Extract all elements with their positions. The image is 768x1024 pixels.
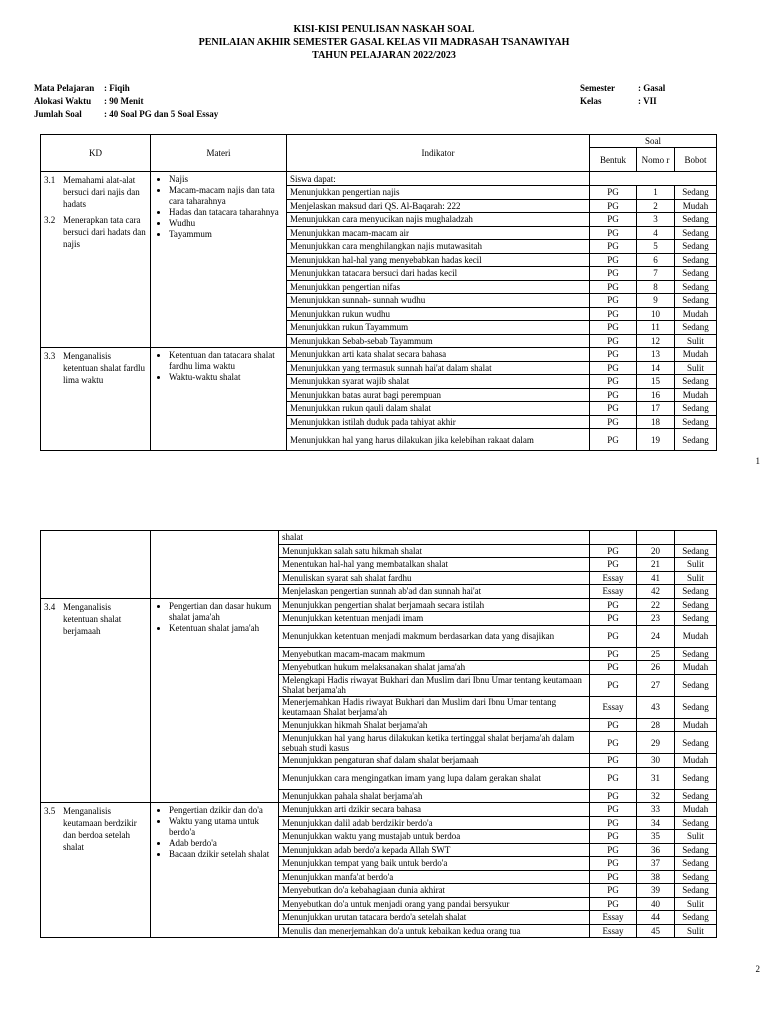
bobot-cell: Sedang [675, 375, 717, 389]
nomor-cell: 31 [637, 767, 675, 789]
header-kd: KD [41, 135, 151, 172]
nomor-cell: 44 [637, 911, 675, 925]
bobot-cell: Sedang [675, 585, 717, 599]
indikator-cell: Menunjukkan manfa'at berdo'a [279, 870, 590, 884]
nomor-cell: 26 [637, 661, 675, 675]
bentuk-cell: PG [590, 334, 637, 348]
indikator-cell: Menerjemahkan Hadis riwayat Bukhari dan Muslim dari Ibnu Umar tentang keutamaan Shalat berjama'ah [279, 696, 590, 718]
bentuk-cell: PG [590, 789, 637, 803]
bentuk-cell: PG [590, 598, 637, 612]
nomor-cell: 40 [637, 897, 675, 911]
indikator-cell: Menunjukkan arti kata shalat secara bahasa [287, 348, 590, 362]
indikator-cell: Menunjukkan istilah duduk pada tahiyat akhir [287, 415, 590, 429]
nomor-cell: 18 [637, 415, 675, 429]
meta-value: : 40 Soal PG dan 5 Soal Essay [104, 109, 219, 119]
meta-mapel [34, 82, 130, 94]
indikator-cell: Menyebutkan macam-macam makmum [279, 647, 590, 661]
nomor-cell: 10 [637, 307, 675, 321]
nomor-cell: 36 [637, 843, 675, 857]
bentuk-cell: PG [590, 226, 637, 240]
nomor-cell: 29 [637, 732, 675, 754]
indikator-cell: Menunjukkan pengaturan shaf dalam shalat berjamaah [279, 754, 590, 768]
indikator-cell: Menunjukkan urutan tatacara berdo'a setelah shalat [279, 911, 590, 925]
nomor-cell: 2 [637, 199, 675, 213]
nomor-cell: 7 [637, 267, 675, 281]
bentuk-cell: PG [590, 544, 637, 558]
bobot-cell: Sedang [675, 843, 717, 857]
document-title-line3: TAHUN PELAJARAN 2022/2023 [312, 50, 456, 61]
indikator-cell: Melengkapi Hadis riwayat Bukhari dan Muslim dari Ibnu Umar tentang keutamaan Shalat berjama'ah [279, 674, 590, 696]
materi-item: • Bacaan dzikir setelah shalat [169, 849, 275, 860]
header-soal: Soal [590, 135, 717, 148]
materi-item: • Ketentuan dan tatacara shalat fardhu lima waktu [169, 350, 283, 372]
header-bobot: Bobot [675, 148, 717, 172]
indikator-cell: Menunjukkan sunnah- sunnah wudhu [287, 294, 590, 308]
indikator-cell: Menjelaskan pengertian sunnah ab'ad dan sunnah hai'at [279, 585, 590, 599]
bobot-cell: Mudah [675, 307, 717, 321]
bobot-cell: Sedang [675, 816, 717, 830]
bentuk-cell: PG [590, 647, 637, 661]
document-title-line1: KISI-KISI PENULISAN NASKAH SOAL [293, 24, 475, 35]
table-row [41, 172, 717, 186]
meta-jumlah [34, 108, 218, 120]
bobot-cell: Sedang [675, 253, 717, 267]
table-row [41, 531, 717, 545]
nomor-cell: 45 [637, 924, 675, 938]
bobot-cell: Sedang [675, 674, 717, 696]
bobot-cell: Sedang [675, 544, 717, 558]
indikator-cell: Menunjukkan syarat wajib shalat [287, 375, 590, 389]
materi-cell [151, 803, 279, 938]
indikator-cell: Menulis dan menerjemahkan do'a untuk kebaikan kedua orang tua [279, 924, 590, 938]
materi-item: • Pengertian dzikir dan do'a [169, 805, 275, 816]
indikator-cell: shalat [279, 531, 590, 545]
nomor-cell: 3 [637, 213, 675, 227]
meta-label: Kelas [580, 96, 602, 106]
meta-kelas [580, 95, 657, 107]
bentuk-cell: PG [590, 294, 637, 308]
bentuk-cell: PG [590, 307, 637, 321]
kd-number: 3.4 [44, 601, 56, 612]
nomor-cell: 25 [637, 647, 675, 661]
kd-number: 3.3 [44, 351, 56, 361]
bobot-cell [675, 531, 717, 545]
bobot-cell: Sulit [675, 897, 717, 911]
materi-item: • Macam-macam najis dan tata cara taharahnya [169, 185, 283, 207]
bentuk-cell: PG [590, 388, 637, 402]
nomor-cell: 12 [637, 334, 675, 348]
bentuk-cell: PG [590, 213, 637, 227]
bentuk-cell: Essay [590, 571, 637, 585]
kd-cell [41, 348, 151, 451]
indikator-cell: Menunjukkan rukun qauli dalam shalat [287, 402, 590, 416]
header-bentuk: Bentuk [590, 148, 637, 172]
meta-alokasi [34, 95, 144, 107]
bentuk-cell: PG [590, 361, 637, 375]
indikator-cell: Menunjukkan Sebab-sebab Tayammum [287, 334, 590, 348]
bentuk-cell: PG [590, 754, 637, 768]
materi-item: • Najis [169, 174, 283, 185]
indikator-cell: Menentukan hal-hal yang membatalkan shalat [279, 558, 590, 572]
meta-label: Semester [580, 83, 615, 93]
meta-label: Jumlah Soal [34, 109, 82, 119]
indikator-cell: Menunjukkan hal yang harus dilakukan ketika tertinggal shalat berjama'ah dalam sebuah studi kasus [279, 732, 590, 754]
nomor-cell: 42 [637, 585, 675, 599]
indikator-cell: Menunjukkan macam-macam air [287, 226, 590, 240]
nomor-cell: 27 [637, 674, 675, 696]
bentuk-cell: PG [590, 186, 637, 200]
kd-cell [41, 598, 151, 803]
materi-item: • Tayammum [169, 229, 283, 240]
nomor-cell: 39 [637, 884, 675, 898]
bobot-cell: Sedang [675, 911, 717, 925]
indikator-cell: Menunjukkan ketentuan menjadi imam [279, 612, 590, 626]
kd-number: 3.1 [44, 175, 56, 185]
meta-value: : Fiqih [104, 83, 130, 93]
bentuk-cell: Essay [590, 911, 637, 925]
bentuk-cell: PG [590, 830, 637, 844]
bentuk-cell: PG [590, 253, 637, 267]
indikator-cell: Menunjukkan hikmah Shalat berjama'ah [279, 718, 590, 732]
indikator-cell: Menunjukkan pengertian nifas [287, 280, 590, 294]
nomor-cell: 33 [637, 803, 675, 817]
kd-cell [41, 803, 151, 938]
indikator-cell: Menunjukkan tatacara bersuci dari hadas kecil [287, 267, 590, 281]
bentuk-cell: PG [590, 267, 637, 281]
bentuk-cell: PG [590, 199, 637, 213]
indikator-cell: Menunjukkan yang termasuk sunnah hai'at dalam shalat [287, 361, 590, 375]
nomor-cell: 1 [637, 186, 675, 200]
nomor-cell: 35 [637, 830, 675, 844]
nomor-cell: 43 [637, 696, 675, 718]
kd-text: Menerapkan tata cara bersuci dari hadats dan najis [63, 215, 146, 249]
materi-cell [151, 348, 287, 451]
indikator-cell: Menunjukkan rukun wudhu [287, 307, 590, 321]
bobot-cell: Sulit [675, 334, 717, 348]
materi-cell [151, 172, 287, 348]
bobot-cell: Sedang [675, 280, 717, 294]
indikator-cell: Menunjukkan pahala shalat berjama'ah [279, 789, 590, 803]
kd-cell [41, 172, 151, 348]
meta-value: : Gasal [638, 83, 666, 93]
indikator-cell: Menunjukkan hal-hal yang menyebabkan hadas kecil [287, 253, 590, 267]
nomor-cell: 32 [637, 789, 675, 803]
kisi-kisi-table-page1 [40, 134, 717, 451]
nomor-cell: 22 [637, 598, 675, 612]
bobot-cell: Sedang [675, 240, 717, 254]
header-indikator: Indikator [287, 135, 590, 172]
bentuk-cell: PG [590, 897, 637, 911]
materi-list [154, 174, 283, 240]
bobot-cell: Sedang [675, 767, 717, 789]
bentuk-cell: PG [590, 870, 637, 884]
indikator-cell: Menunjukkan arti dzikir secara bahasa [279, 803, 590, 817]
bobot-cell: Sedang [675, 647, 717, 661]
indikator-cell: Menunjukkan adab berdo'a kepada Allah SWT [279, 843, 590, 857]
materi-list [154, 805, 275, 860]
blank-cell [590, 172, 717, 186]
meta-label: Alokasi Waktu [34, 96, 92, 106]
bentuk-cell: PG [590, 558, 637, 572]
bentuk-cell: PG [590, 803, 637, 817]
meta-value: : VII [638, 96, 657, 106]
header-nomor: Nomo r [637, 148, 675, 172]
nomor-cell: 24 [637, 625, 675, 647]
indikator-cell: Menunjukkan cara mengingatkan imam yang lupa dalam gerakan shalat [279, 767, 590, 789]
bentuk-cell: PG [590, 732, 637, 754]
indikator-cell: Menunjukkan batas aurat bagi perempuan [287, 388, 590, 402]
bobot-cell: Sedang [675, 598, 717, 612]
materi-cell [151, 598, 279, 803]
indikator-cell: Menjelaskan maksud dari QS. Al-Baqarah: 222 [287, 199, 590, 213]
bobot-cell: Sedang [675, 402, 717, 416]
kd-text: Menganalisis keutamaan berdzikir dan berdoa setelah shalat [63, 806, 137, 852]
nomor-cell: 11 [637, 321, 675, 335]
nomor-cell: 5 [637, 240, 675, 254]
indikator-cell: Menunjukkan ketentuan menjadi makmum berdasarkan data yang disajikan [279, 625, 590, 647]
nomor-cell: 6 [637, 253, 675, 267]
indikator-cell: Menunjukkan salah satu hikmah shalat [279, 544, 590, 558]
table-row [41, 348, 717, 362]
nomor-cell: 37 [637, 857, 675, 871]
materi-item: • Adab berdo'a [169, 838, 275, 849]
page-number: 1 [755, 456, 760, 466]
bobot-cell: Sedang [675, 870, 717, 884]
bentuk-cell: PG [590, 884, 637, 898]
header-materi: Materi [151, 135, 287, 172]
kd-cell-empty [41, 531, 151, 599]
indikator-cell: Menunjukkan dalil adab berdzikir berdo'a [279, 816, 590, 830]
bobot-cell: Mudah [675, 718, 717, 732]
bentuk-cell: PG [590, 816, 637, 830]
bentuk-cell [590, 531, 637, 545]
bentuk-cell: PG [590, 674, 637, 696]
materi-item: • Wudhu [169, 218, 283, 229]
bobot-cell: Sedang [675, 884, 717, 898]
indikator-cell: Menunjukkan cara menyucikan najis mughaladzah [287, 213, 590, 227]
bentuk-cell: PG [590, 429, 637, 451]
materi-item: • Hadas dan tatacara taharahnya [169, 207, 283, 218]
bentuk-cell: Essay [590, 924, 637, 938]
table-row [41, 598, 717, 612]
nomor-cell: 13 [637, 348, 675, 362]
indikator-cell: Menunjukkan cara menghilangkan najis mutawasitah [287, 240, 590, 254]
indikator-cell: Menyebutkan do'a kebahagiaan dunia akhirat [279, 884, 590, 898]
indikator-cell: Menunjukkan waktu yang mustajab untuk berdoa [279, 830, 590, 844]
indikator-cell: Menunjukkan pengertian shalat berjamaah secara istilah [279, 598, 590, 612]
bobot-cell: Sulit [675, 830, 717, 844]
kd-item [44, 805, 147, 853]
nomor-cell: 23 [637, 612, 675, 626]
indikator-cell: Menunjukkan hal yang harus dilakukan jika kelebihan rakaat dalam [287, 429, 590, 451]
meta-value: : 90 Menit [104, 96, 144, 106]
bentuk-cell: PG [590, 857, 637, 871]
nomor-cell: 34 [637, 816, 675, 830]
bobot-cell: Sedang [675, 213, 717, 227]
bobot-cell: Mudah [675, 661, 717, 675]
bobot-cell: Sedang [675, 415, 717, 429]
bobot-cell: Sedang [675, 186, 717, 200]
bobot-cell: Sulit [675, 558, 717, 572]
bobot-cell: Sedang [675, 321, 717, 335]
bobot-cell: Sulit [675, 361, 717, 375]
indikator-cell: Menuliskan syarat sah shalat fardhu [279, 571, 590, 585]
nomor-cell: 30 [637, 754, 675, 768]
nomor-cell: 4 [637, 226, 675, 240]
nomor-cell: 20 [637, 544, 675, 558]
bentuk-cell: PG [590, 415, 637, 429]
bobot-cell: Sedang [675, 429, 717, 451]
materi-list [154, 601, 275, 634]
nomor-cell: 28 [637, 718, 675, 732]
kd-text: Menganalisis ketentuan shalat fardlu lima waktu [63, 351, 145, 385]
materi-item: • Ketentuan shalat jama'ah [169, 623, 275, 634]
indikator-cell: Menyebutkan do'a untuk menjadi orang yang pandai bersyukur [279, 897, 590, 911]
indikator-cell: Menunjukkan rukun Tayammum [287, 321, 590, 335]
kd-text: Memahami alat-alat bersuci dari najis dan hadats [63, 175, 140, 209]
bentuk-cell: PG [590, 321, 637, 335]
nomor-cell: 38 [637, 870, 675, 884]
bentuk-cell: PG [590, 280, 637, 294]
materi-item: • Waktu-waktu shalat [169, 372, 283, 383]
bentuk-cell: PG [590, 348, 637, 362]
bobot-cell: Sedang [675, 267, 717, 281]
materi-cell-empty [151, 531, 279, 599]
bobot-cell: Sedang [675, 226, 717, 240]
nomor-cell: 9 [637, 294, 675, 308]
nomor-cell: 15 [637, 375, 675, 389]
nomor-cell: 16 [637, 388, 675, 402]
page-number: 2 [755, 964, 760, 974]
kd-item [44, 350, 147, 386]
materi-list [154, 350, 283, 383]
bobot-cell: Mudah [675, 754, 717, 768]
kd-text: Menganalisis ketentuan shalat berjamaah [63, 601, 122, 636]
bentuk-cell: PG [590, 240, 637, 254]
bentuk-cell: PG [590, 612, 637, 626]
kd-number: 3.5 [44, 806, 56, 816]
bobot-cell: Sedang [675, 732, 717, 754]
bentuk-cell: PG [590, 402, 637, 416]
bobot-cell: Mudah [675, 388, 717, 402]
bentuk-cell: PG [590, 767, 637, 789]
bobot-cell: Mudah [675, 348, 717, 362]
siswa-dapat-label: Siswa dapat: [287, 172, 590, 186]
table-row [41, 803, 717, 817]
kd-item [44, 174, 147, 210]
nomor-cell [637, 531, 675, 545]
bobot-cell: Mudah [675, 199, 717, 213]
bentuk-cell: PG [590, 375, 637, 389]
indikator-cell: Menyebutkan hukum melaksanakan shalat jama'ah [279, 661, 590, 675]
bobot-cell: Sedang [675, 789, 717, 803]
bentuk-cell: PG [590, 718, 637, 732]
bobot-cell: Sulit [675, 924, 717, 938]
bentuk-cell: Essay [590, 585, 637, 599]
document-title-line2: PENILAIAN AKHIR SEMESTER GASAL KELAS VII MADRASAH TSANAWIYAH [198, 37, 570, 48]
kd-item [44, 214, 147, 250]
kd-item [44, 601, 147, 637]
kd-number: 3.2 [44, 215, 56, 225]
bobot-cell: Sedang [675, 612, 717, 626]
nomor-cell: 8 [637, 280, 675, 294]
bobot-cell: Sedang [675, 696, 717, 718]
bentuk-cell: Essay [590, 696, 637, 718]
nomor-cell: 21 [637, 558, 675, 572]
indikator-cell: Menunjukkan pengertian najis [287, 186, 590, 200]
bentuk-cell: PG [590, 625, 637, 647]
indikator-cell: Menunjukkan tempat yang baik untuk berdo'a [279, 857, 590, 871]
bobot-cell: Sedang [675, 857, 717, 871]
bobot-cell: Mudah [675, 803, 717, 817]
meta-label: Mata Pelajaran [34, 83, 95, 93]
bobot-cell: Sulit [675, 571, 717, 585]
bobot-cell: Mudah [675, 625, 717, 647]
nomor-cell: 17 [637, 402, 675, 416]
meta-semester [580, 82, 665, 94]
nomor-cell: 14 [637, 361, 675, 375]
materi-item: • Waktu yang utama untuk berdo'a [169, 816, 275, 838]
bobot-cell: Sedang [675, 294, 717, 308]
nomor-cell: 19 [637, 429, 675, 451]
bentuk-cell: PG [590, 843, 637, 857]
materi-item: • Pengertian dan dasar hukum shalat jama'ah [169, 601, 275, 623]
bentuk-cell: PG [590, 661, 637, 675]
kisi-kisi-table-page2 [40, 530, 717, 938]
nomor-cell: 41 [637, 571, 675, 585]
